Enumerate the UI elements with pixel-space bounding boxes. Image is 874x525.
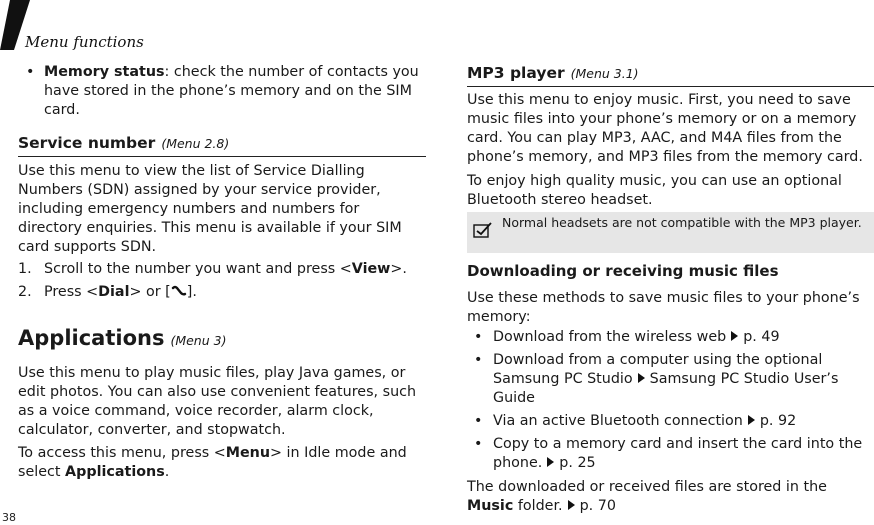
bullet: • (26, 64, 35, 80)
bullet: • (474, 436, 483, 452)
memory-status-text: : check the number of contacts you have stored in the phone’s memory and on the SIM card. (44, 64, 419, 118)
bullet: • (474, 329, 483, 345)
item-text: Download from the wireless web (493, 329, 727, 345)
note-box (467, 212, 874, 253)
applications-bold: Applications (65, 464, 165, 480)
bullet: • (474, 352, 483, 368)
mp3-heading (467, 64, 874, 83)
note-text: Normal headsets are not compatible with the MP3 player. (502, 215, 862, 230)
access-text-end: . (164, 464, 170, 480)
item-text: Copy to a memory card and insert the card into the phone. (493, 436, 863, 471)
download-outro (467, 478, 874, 516)
step-number: 2. (18, 284, 32, 300)
page-ref: p. 70 (579, 498, 616, 514)
step-text: Press < (44, 284, 99, 300)
bullet: • (474, 413, 483, 429)
menu-ref: (Menu 3.1) (570, 66, 639, 81)
arrow-right-icon (731, 331, 738, 341)
page-header (0, 0, 874, 60)
page-number: 38 (2, 511, 16, 524)
mp3-body-2: To enjoy high quality music, you can use an optional Bluetooth stereo headset. (467, 173, 842, 208)
guide-ref: Samsung PC Studio User’s Guide (493, 371, 839, 406)
menu-key: Menu (225, 445, 271, 461)
access-text-mid: > in Idle mode and select (18, 445, 407, 480)
step-text-mid: > or [ (129, 284, 171, 300)
arrow-right-icon (568, 500, 575, 510)
service-number-body: Use this menu to view the list of Service Dialling Numbers (SDN) assigned by your service provider, including emergency numbers and numbers for directory enquiries. This menu is available if your SIM card supports SDN. (18, 163, 402, 255)
heading-rule (467, 86, 874, 87)
arrow-right-icon (748, 415, 755, 425)
music-folder-bold: Music (467, 498, 514, 514)
header-title: Menu functions (25, 33, 144, 51)
heading-text: Applications (18, 326, 165, 350)
download-intro: Use these methods to save music files to your phone’s memory: (467, 290, 860, 325)
applications-body: Use this menu to play music files, play Java games, or edit photos. You can also use convenient features, such as a voice command, voice recorder, alarm clock, calculator, converter, and stopwatch. (18, 365, 417, 438)
dial-icon (171, 285, 187, 297)
step-text-end: >. (390, 261, 407, 277)
applications-heading (18, 326, 426, 350)
page-ref: p. 49 (743, 329, 780, 345)
view-key: View (351, 261, 391, 277)
mp3-body-1: Use this menu to enjoy music. First, you need to save music files into your phone’s memory or on a memory card. You can play MP3, AAC, and M4A files from the phone’s memory, and MP3 files from the memory card. (467, 92, 863, 165)
step-number: 1. (18, 261, 32, 277)
step-text-end: ]. (186, 284, 197, 300)
access-text: To access this menu, press < (18, 445, 226, 461)
item-text: Via an active Bluetooth connection (493, 413, 743, 429)
applications-access (18, 444, 426, 482)
memory-status-term: Memory status (44, 64, 165, 80)
service-number-heading (18, 134, 426, 153)
menu-ref: (Menu 3) (170, 333, 227, 348)
step-text: Scroll to the number you want and press < (44, 261, 352, 277)
arrow-right-icon (547, 457, 554, 467)
item-text: Download from a computer using the optional Samsung PC Studio (493, 352, 823, 387)
downloading-heading: Downloading or receiving music files (467, 262, 779, 280)
dial-key: Dial (98, 284, 130, 300)
outro-text: The downloaded or received files are stored in the (467, 479, 827, 495)
page-ref: p. 25 (559, 455, 596, 471)
outro-text-end: folder. (513, 498, 563, 514)
menu-ref: (Menu 2.8) (161, 136, 230, 151)
arrow-right-icon (638, 373, 645, 383)
page-ref: p. 92 (759, 413, 797, 429)
heading-text: Service number (18, 134, 156, 152)
heading-text: MP3 player (467, 64, 565, 82)
note-check-icon (473, 221, 493, 239)
heading-rule (18, 156, 426, 157)
